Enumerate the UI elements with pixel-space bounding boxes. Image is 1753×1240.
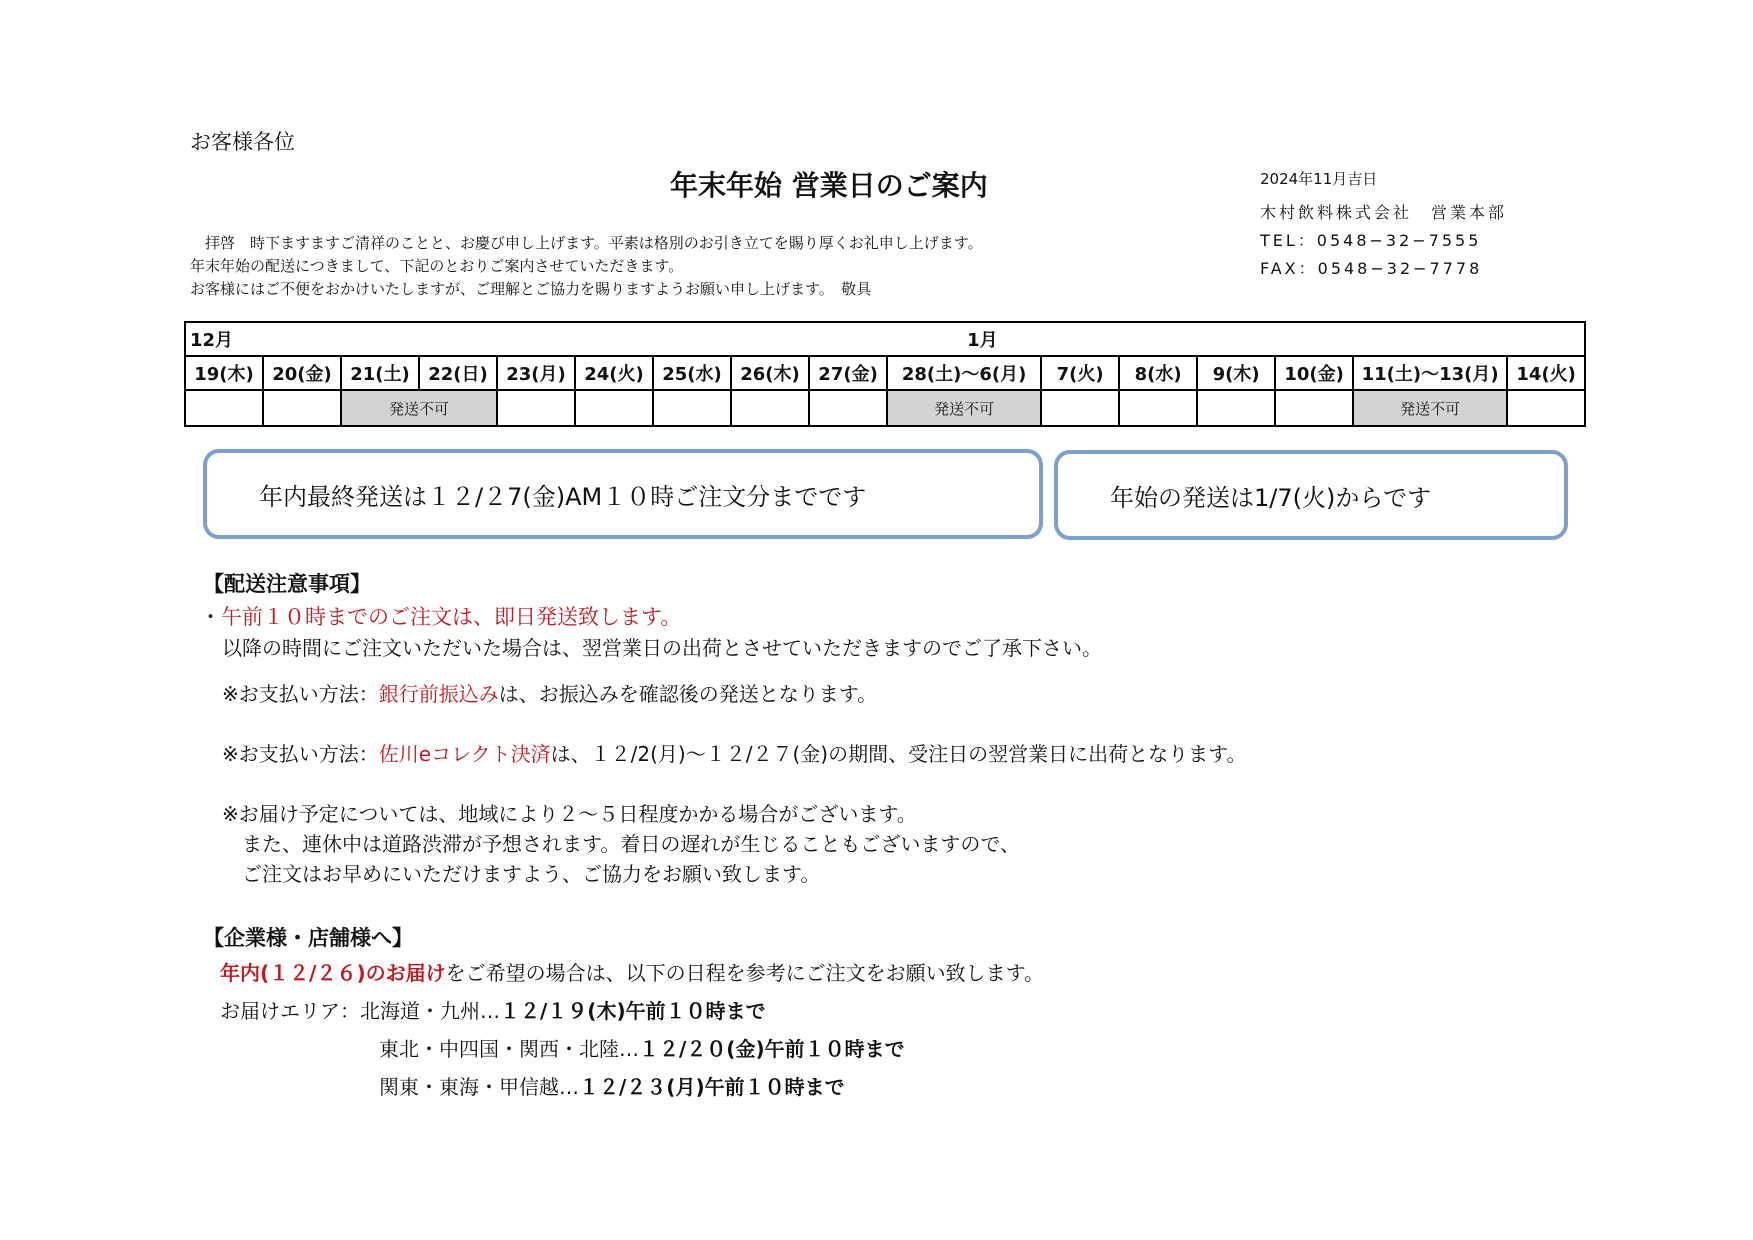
delivery-note-line-3: ご注文はお早めにいただけますよう、ご協力をお願い致します。: [222, 862, 821, 886]
day-cell: 11(土)〜13(月): [1353, 356, 1507, 390]
recipient-line: お客様各位: [190, 130, 295, 154]
status-cell: [1119, 390, 1197, 426]
day-cell: 23(月): [497, 356, 575, 390]
shipping-notes-heading: 【配送注意事項】: [203, 572, 371, 596]
day-cell: 21(土): [341, 356, 419, 390]
status-cell: [575, 390, 653, 426]
first-shipping-notice: [1054, 450, 1568, 540]
day-cell: 28(土)〜6(月): [887, 356, 1041, 390]
page-title: 年末年始 営業日のご案内: [670, 169, 988, 202]
day-cell: 22(日): [419, 356, 497, 390]
status-cell: [497, 390, 575, 426]
status-cell: [1041, 390, 1119, 426]
first-shipping-text: 年始の発送は1/7(火)からです: [1110, 483, 1432, 512]
area-label: お届けエリア：: [220, 999, 360, 1023]
status-cell: [1275, 390, 1353, 426]
day-cell: 14(火): [1507, 356, 1585, 390]
bullet-mark: ・: [200, 605, 221, 629]
day-cell: 10(金): [1275, 356, 1353, 390]
business-intro: [220, 957, 1044, 986]
day-cell: 7(火): [1041, 356, 1119, 390]
day-cell: 8(水): [1119, 356, 1197, 390]
no-shipping-cell: 発送不可: [887, 390, 1041, 426]
year-end-delivery-term: 年内(１２/２６)のお届け: [220, 961, 446, 985]
status-cell: [1507, 390, 1585, 426]
no-shipping-cell: 発送不可: [1353, 390, 1507, 426]
sagawa-collect-term: 佐川eコレクト決済: [378, 742, 551, 766]
status-cell: [1197, 390, 1275, 426]
calendar-month-row: [185, 322, 1585, 356]
business-intro-rest: をご希望の場合は、以下の日程を参考にご注文をお願い致します。: [445, 961, 1044, 985]
issue-date: 2024年11月吉日: [1260, 170, 1378, 188]
calendar-day-row: [185, 356, 1585, 390]
area-region: 東北・中四国・関西・北陸…: [379, 1037, 639, 1061]
bank-transfer-term: 銀行前振込み: [378, 682, 499, 706]
bank-transfer-rest: は、お振込みを確認後の発送となります。: [498, 682, 878, 706]
last-shipping-notice: [203, 449, 1043, 539]
area-region: 関東・東海・甲信越…: [379, 1075, 579, 1099]
last-shipping-text: 年内最終発送は１２/２7(金)AM１０時ご注文分までです: [259, 482, 867, 511]
sagawa-payment-note: [222, 738, 1246, 767]
calendar-status-row: [185, 390, 1585, 426]
sagawa-collect-rest: は、１２/2(月)〜１２/２７(金)の期間、受注日の翌営業日に出荷となります。: [550, 742, 1247, 766]
area-row-1: [220, 995, 766, 1024]
status-cell: [185, 390, 263, 426]
day-cell: 25(水): [653, 356, 731, 390]
day-cell: 20(金): [263, 356, 341, 390]
area-row-2: [379, 1033, 905, 1062]
month-january: 1月: [887, 322, 1585, 356]
sender-tel: TEL：0548−32−7555: [1260, 231, 1482, 250]
status-cell: [809, 390, 887, 426]
sender-fax: FAX：0548−32−7778: [1260, 259, 1483, 278]
shipping-calendar: [184, 321, 1586, 427]
after-cutoff-note: 以降の時間にご注文いただいた場合は、翌営業日の出荷とさせていただきますのでご了承下さい。: [222, 636, 1102, 660]
day-cell: 9(木): [1197, 356, 1275, 390]
payment-label: ※お支払い方法：: [222, 742, 379, 766]
greeting-line-3: お客様にはご不便をおかけいたしますが、ご理解とご協力を賜りますようお願い申し上げます。 敬具: [190, 280, 872, 298]
month-december: 12月: [185, 322, 887, 356]
day-cell: 24(火): [575, 356, 653, 390]
sender-company: 木村飲料株式会社 営業本部: [1260, 203, 1508, 222]
status-cell: [731, 390, 809, 426]
status-cell: [263, 390, 341, 426]
area-deadline: １２/２３(月)午前１０時まで: [579, 1075, 845, 1099]
no-shipping-cell: 発送不可: [341, 390, 497, 426]
area-row-3: [379, 1071, 845, 1100]
delivery-note-line-2: また、連休中は道路渋滞が予想されます。着日の遅れが生じることもございますので、: [222, 832, 1020, 856]
greeting-line-1: 拝啓 時下ますますご清祥のことと、お慶び申し上げます。平素は格別のお引き立てを賜り厚くお礼申し上げます。: [190, 234, 983, 252]
business-heading: 【企業様・店舗様へ】: [203, 926, 413, 950]
day-cell: 19(木): [185, 356, 263, 390]
payment-label: ※お支払い方法：: [222, 682, 379, 706]
same-day-shipping-note: 午前１０時までのご注文は、即日発送致します。: [221, 605, 682, 629]
greeting-line-2: 年末年始の配送につきまして、下記のとおりご案内させていただきます。: [190, 257, 684, 275]
delivery-note-line-1: ※お届け予定については、地域により２〜５日程度かかる場合がございます。: [222, 802, 917, 826]
day-cell: 27(金): [809, 356, 887, 390]
area-deadline: １２/２０(金)午前１０時まで: [639, 1037, 905, 1061]
area-region: 北海道・九州…: [360, 999, 500, 1023]
area-deadline: １２/１９(木)午前１０時まで: [500, 999, 766, 1023]
status-cell: [653, 390, 731, 426]
bank-payment-note: [222, 678, 877, 707]
day-cell: 26(木): [731, 356, 809, 390]
